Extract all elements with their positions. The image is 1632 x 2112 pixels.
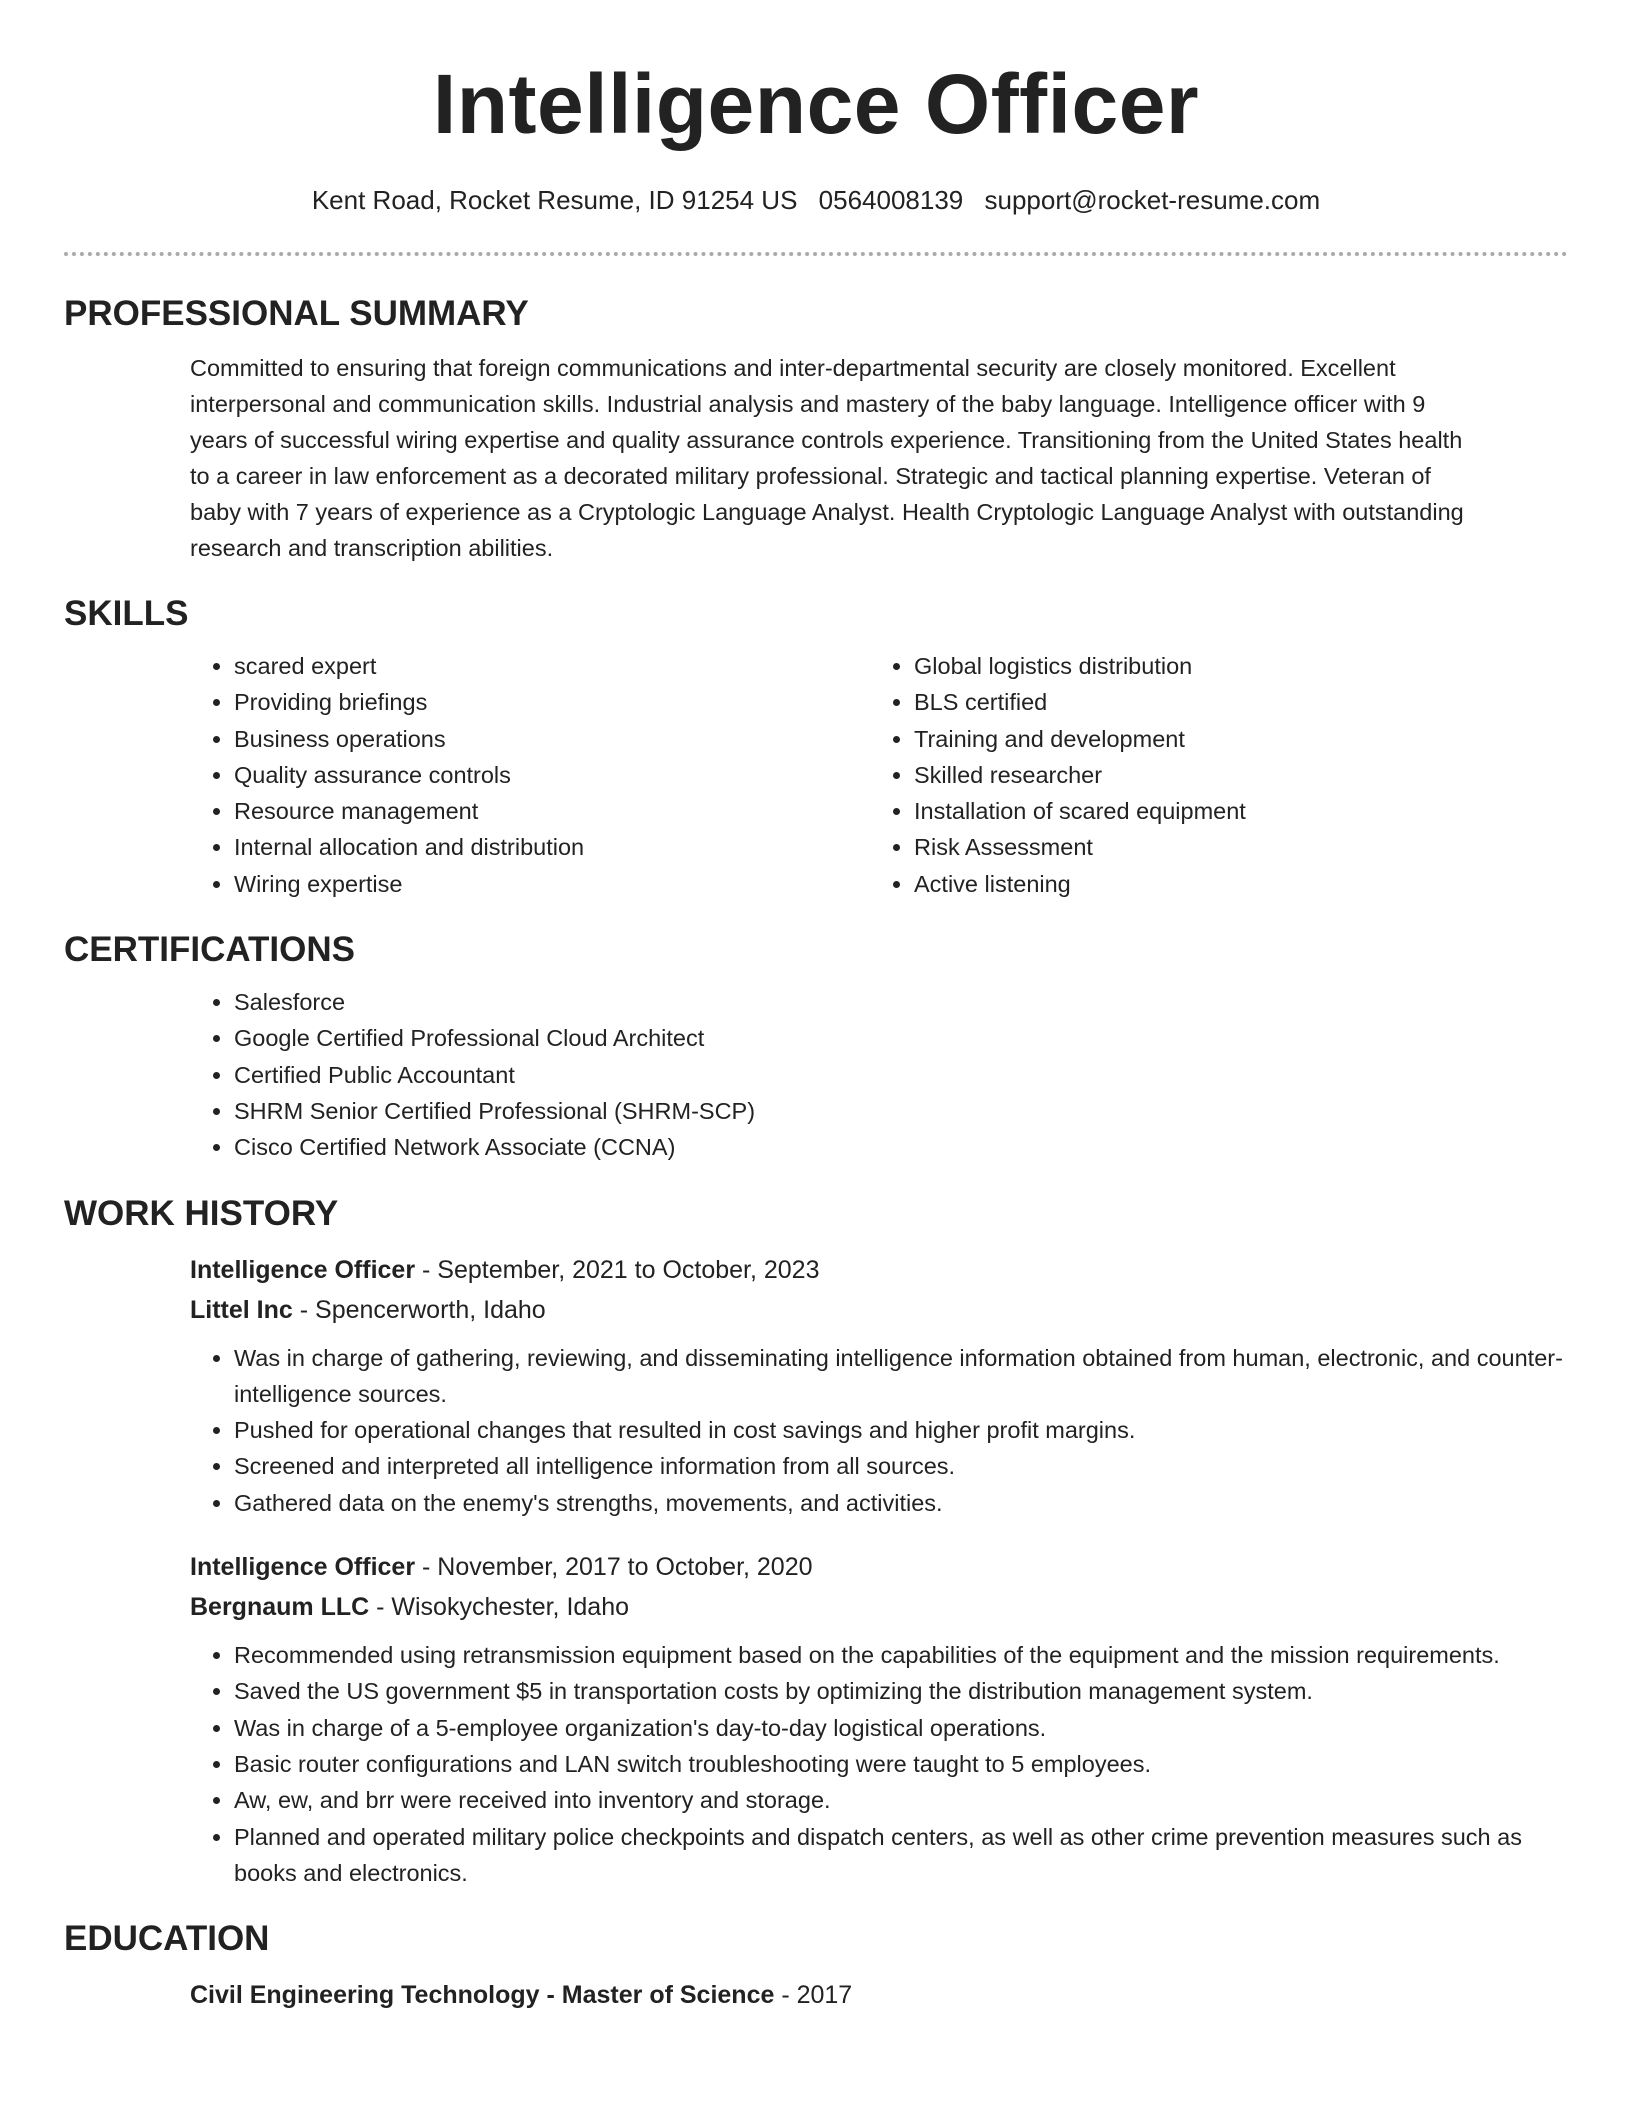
skill-item: • scared expert <box>234 648 870 684</box>
job-bullet: • Was in charge of a 5-employee organization's day-to-day logistical operations. <box>234 1710 1568 1746</box>
job-company: Littel Inc <box>190 1295 293 1324</box>
skill-item: • Business operations <box>234 721 870 757</box>
job-bullet: • Gathered data on the enemy's strengths, movements, and activities. <box>234 1485 1568 1521</box>
certification-item: • Salesforce <box>234 984 1568 1020</box>
education-title: EDUCATION <box>64 1919 270 1959</box>
skills-section <box>64 592 1568 902</box>
summary-line: to a career in law enforcement as a decorated military professional. Strategic and tactical planning expertise. Veteran of <box>190 463 1431 489</box>
contact-line <box>64 182 1568 218</box>
job-location: - Spencerworth, Idaho <box>292 1295 546 1324</box>
job-role: Intelligence Officer <box>190 1553 416 1582</box>
certification-item: • Google Certified Professional Cloud Architect <box>234 1020 1568 1056</box>
skill-item: • Global logistics distribution <box>914 648 1550 684</box>
summary-text <box>190 350 1568 566</box>
skills-column-left <box>190 648 870 902</box>
certifications-section <box>64 928 1568 1165</box>
job-bullet: • Pushed for operational changes that resulted in cost savings and higher profit margins. <box>234 1412 1568 1448</box>
job-bullet: • Basic router configurations and LAN switch troubleshooting were taught to 5 employees. <box>234 1746 1568 1782</box>
skill-item: • Quality assurance controls <box>234 757 870 793</box>
skill-item: • Resource management <box>234 793 870 829</box>
certification-item: • SHRM Senior Certified Professional (SHRM-SCP) <box>234 1093 1568 1129</box>
skill-item: • Active listening <box>914 866 1550 902</box>
skills-column-right <box>870 648 1550 902</box>
skill-item: • Skilled researcher <box>914 757 1550 793</box>
certification-item: • Certified Public Accountant <box>234 1057 1568 1093</box>
job-bullet: • Recommended using retransmission equipment based on the capabilities of the equipment and the mission requirements. <box>234 1637 1568 1673</box>
skill-item: • BLS certified <box>914 684 1550 720</box>
work-history-section <box>64 1192 1568 1892</box>
certifications-title: CERTIFICATIONS <box>64 930 356 970</box>
job-title-line <box>190 1250 1568 1290</box>
job-company-line <box>190 1587 1568 1627</box>
header-divider <box>64 252 1568 256</box>
skills-title: SKILLS <box>64 594 189 633</box>
summary-line: research and transcription abilities. <box>190 535 554 561</box>
contact-phone[interactable]: 0564008139 <box>818 185 964 215</box>
contact-address: Kent Road, Rocket Resume, ID 91254 US <box>311 185 798 215</box>
skill-item: • Providing briefings <box>234 684 870 720</box>
job-bullet: • Was in charge of gathering, reviewing, and disseminating intelligence information obtained from human, electronic, and counter-intelligence sources. <box>234 1340 1568 1413</box>
summary-line: years of successful wiring expertise and quality assurance controls experience. Transitioning from the United States health <box>190 427 1463 453</box>
job-entry <box>190 1250 1568 1521</box>
summary-title: PROFESSIONAL SUMMARY <box>64 294 529 333</box>
certifications-list <box>190 984 1568 1165</box>
summary-section <box>64 292 1568 566</box>
skill-item: • Installation of scared equipment <box>914 793 1550 829</box>
work-history-title: WORK HISTORY <box>64 1193 339 1233</box>
certification-item: • Cisco Certified Network Associate (CCNA) <box>234 1129 1568 1165</box>
job-company: Bergnaum LLC <box>190 1593 370 1622</box>
education-entry <box>190 1975 1568 2015</box>
education-degree: Civil Engineering Technology - Master of Science <box>190 1981 775 2010</box>
resume-name: Intelligence Officer <box>432 57 1200 151</box>
job-bullet: • Planned and operated military police checkpoints and dispatch centers, as well as other crime prevention measures such as books and electronics. <box>234 1819 1568 1892</box>
education-year: - 2017 <box>774 1981 853 2010</box>
summary-line: baby with 7 years of experience as a Cryptologic Language Analyst. Health Cryptologic Language Analyst with outstanding <box>190 499 1464 525</box>
job-bullet: • Saved the US government $5 in transportation costs by optimizing the distribution management system. <box>234 1673 1568 1709</box>
job-location: - Wisokychester, Idaho <box>369 1593 630 1622</box>
job-title-line <box>190 1547 1568 1587</box>
job-role: Intelligence Officer <box>190 1255 416 1284</box>
summary-line: interpersonal and communication skills. Industrial analysis and mastery of the baby language. Intelligence officer with 9 <box>190 391 1426 417</box>
summary-line: Committed to ensuring that foreign communications and inter-departmental security are closely monitored. Excellent <box>190 355 1396 381</box>
job-company-line <box>190 1290 1568 1330</box>
job-bullet: • Aw, ew, and brr were received into inventory and storage. <box>234 1782 1568 1818</box>
job-entry <box>190 1547 1568 1891</box>
education-section <box>64 1917 1568 2015</box>
skill-item: • Risk Assessment <box>914 829 1550 865</box>
skills-grid <box>190 648 1568 902</box>
job-dates: - November, 2017 to October, 2020 <box>415 1553 813 1582</box>
resume-page <box>64 0 1568 2015</box>
skill-item: • Internal allocation and distribution <box>234 829 870 865</box>
contact-email[interactable]: support@rocket-resume.com <box>984 185 1321 215</box>
job-bullet: • Screened and interpreted all intelligence information from all sources. <box>234 1448 1568 1484</box>
skill-item: • Training and development <box>914 721 1550 757</box>
job-dates: - September, 2021 to October, 2023 <box>415 1255 820 1284</box>
skill-item: • Wiring expertise <box>234 866 870 902</box>
